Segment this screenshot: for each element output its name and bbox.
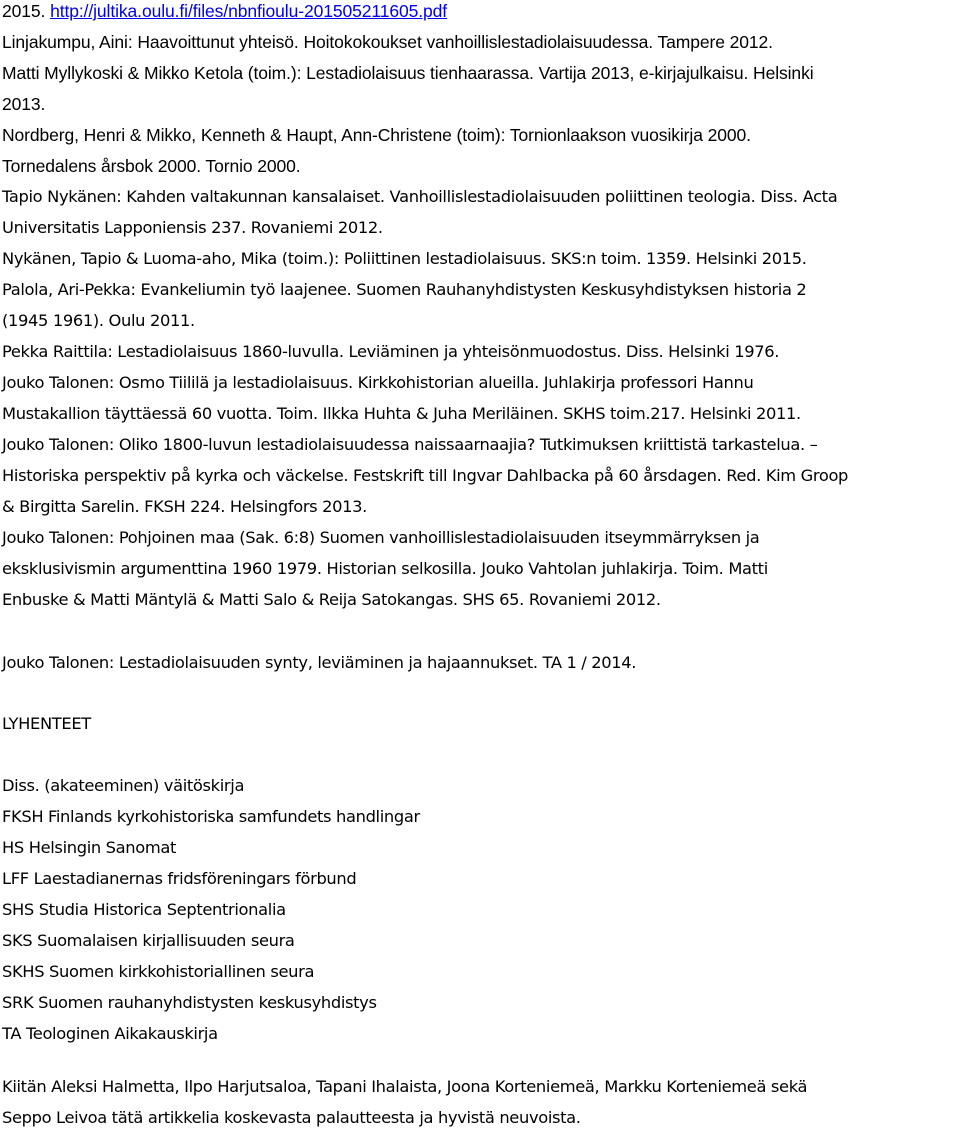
reference-prefix: 2015. bbox=[2, 1, 51, 21]
abbreviation-item: Diss. (akateeminen) väitöskirja bbox=[2, 776, 245, 795]
reference-line: Enbuske & Matti Mäntylä & Matti Salo & Reija Satokangas. SHS 65. Rovaniemi 2012. bbox=[2, 590, 661, 609]
abbreviation-item: SKHS Suomen kirkkohistoriallinen seura bbox=[2, 962, 315, 981]
abbreviation-item: FKSH Finlands kyrkohistoriska samfundets handlingar bbox=[2, 807, 420, 826]
reference-line: Universitatis Lapponiensis 237. Rovaniemi 2012. bbox=[2, 218, 383, 237]
reference-line: Jouko Talonen: Lestadiolaisuuden synty, leviäminen ja hajaannukset. TA 1 / 2014. bbox=[2, 653, 637, 672]
reference-line: Tornedalens årsbok 2000. Tornio 2000. bbox=[2, 156, 301, 176]
reference-line: Palola, Ari-Pekka: Evankeliumin työ laajenee. Suomen Rauhanyhdistysten Keskusyhdistyksen historia 2 bbox=[2, 280, 807, 299]
reference-line: Jouko Talonen: Osmo Tiililä ja lestadiolaisuus. Kirkkohistorian alueilla. Juhlakirja professori Hannu bbox=[2, 373, 754, 392]
abbreviations-heading: LYHENTEET bbox=[2, 714, 91, 733]
abbreviation-item: HS Helsingin Sanomat bbox=[2, 838, 177, 857]
abbreviation-item: LFF Laestadianernas fridsföreningars förbund bbox=[2, 869, 357, 888]
reference-line: Mustakallion täyttäessä 60 vuotta. Toim. Ilkka Huhta & Juha Meriläinen. SKHS toim.217. Helsinki 2011. bbox=[2, 404, 801, 423]
reference-line: (1945 1961). Oulu 2011. bbox=[2, 311, 195, 330]
reference-line: Matti Myllykoski & Mikko Ketola (toim.): Lestadiolaisuus tienhaarassa. Vartija 2013, e-kirjajulkaisu. Helsinki bbox=[2, 63, 814, 83]
abbreviation-item: SRK Suomen rauhanyhdistysten keskusyhdistys bbox=[2, 993, 377, 1012]
reference-line: 2013. bbox=[2, 94, 46, 114]
reference-line: Jouko Talonen: Oliko 1800-luvun lestadiolaisuudessa naissaarnaajia? Tutkimuksen kriittistä tarkastelua. – bbox=[2, 435, 818, 454]
reference-line: Tapio Nykänen: Kahden valtakunnan kansalaiset. Vanhoillislestadiolaisuuden poliittinen teologia. Diss. Acta bbox=[2, 187, 838, 206]
reference-line: Jouko Talonen: Pohjoinen maa (Sak. 6:8) Suomen vanhoillislestadiolaisuuden itseymmärryksen ja bbox=[2, 528, 760, 547]
reference-line: eksklusivismin argumenttina 1960 1979. Historian selkosilla. Jouko Vahtolan juhlakirja. Toim. Matti bbox=[2, 559, 768, 578]
reference-line: Nykänen, Tapio & Luoma-aho, Mika (toim.): Poliittinen lestadiolaisuus. SKS:n toim. 1359. Helsinki 2015. bbox=[2, 249, 807, 268]
reference-line bbox=[2, 0, 447, 22]
reference-line: & Birgitta Sarelin. FKSH 224. Helsingfors 2013. bbox=[2, 497, 367, 516]
abbreviation-item: TA Teologinen Aikakauskirja bbox=[2, 1024, 218, 1043]
acknowledgement-line: Seppo Leivoa tätä artikkelia koskevasta palautteesta ja hyvistä neuvoista. bbox=[2, 1108, 581, 1127]
acknowledgement-line: Kiitän Aleksi Halmetta, Ilpo Harjutsaloa, Tapani Ihalaista, Joona Korteniemeä, Markku Korteniemeä sekä bbox=[2, 1077, 808, 1096]
reference-line: Pekka Raittila: Lestadiolaisuus 1860-luvulla. Leviäminen ja yhteisönmuodostus. Diss. Helsinki 1976. bbox=[2, 342, 780, 361]
reference-line: Linjakumpu, Aini: Haavoittunut yhteisö. Hoitokokoukset vanhoillislestadiolaisuudessa. Tampere 2012. bbox=[2, 32, 773, 52]
abbreviation-item: SKS Suomalaisen kirjallisuuden seura bbox=[2, 931, 295, 950]
abbreviation-item: SHS Studia Historica Septentrionalia bbox=[2, 900, 286, 919]
jultika-pdf-link[interactable]: http://jultika.oulu.fi/files/nbnfioulu-201505211605.pdf bbox=[50, 1, 448, 21]
reference-line: Nordberg, Henri & Mikko, Kenneth & Haupt, Ann-Christene (toim): Tornionlaakson vuosikirja 2000. bbox=[2, 125, 751, 145]
reference-line: Historiska perspektiv på kyrka och väckelse. Festskrift till Ingvar Dahlbacka på 60 årsdagen. Red. Kim Groop bbox=[2, 466, 849, 485]
